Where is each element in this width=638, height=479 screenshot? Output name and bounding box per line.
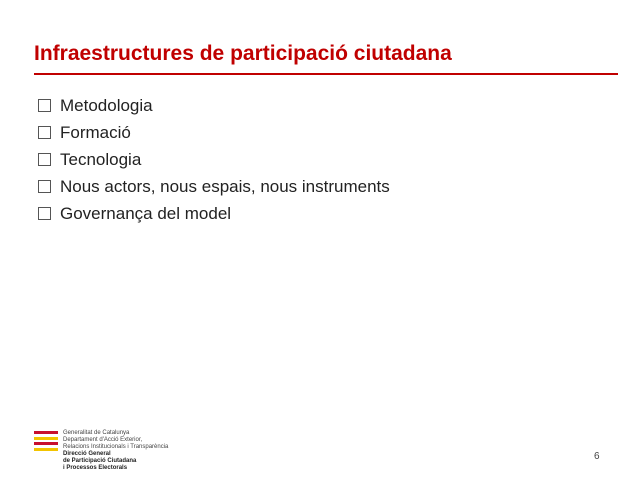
list-item-label: Nous actors, nous espais, nous instruments bbox=[60, 176, 390, 196]
bullet-list bbox=[38, 92, 390, 227]
list-item-label: Governança del model bbox=[60, 203, 232, 223]
org-line: i Processos Electorals bbox=[63, 465, 128, 471]
list-item bbox=[38, 146, 390, 173]
checkbox-icon bbox=[38, 207, 51, 220]
list-item bbox=[38, 119, 390, 146]
list-item-label: Tecnologia bbox=[60, 149, 142, 169]
slide-title: Infraestructures de participació ciutadana bbox=[34, 42, 452, 65]
org-line: de Participació Ciutadana bbox=[63, 458, 137, 464]
list-item bbox=[38, 92, 390, 119]
checkbox-icon bbox=[38, 153, 51, 166]
list-item bbox=[38, 200, 390, 227]
checkbox-icon bbox=[38, 126, 51, 139]
footer-branding bbox=[34, 430, 168, 472]
checkbox-icon bbox=[38, 99, 51, 112]
org-line: Direcció General bbox=[63, 451, 111, 457]
org-line: Relacions Institucionals i Transparència bbox=[63, 444, 169, 450]
org-line: Generalitat de Catalunya bbox=[63, 430, 130, 436]
list-item-label: Formació bbox=[60, 122, 131, 142]
list-item bbox=[38, 173, 390, 200]
generalitat-logo-icon bbox=[34, 431, 58, 451]
list-item-label: Metodologia bbox=[60, 95, 153, 115]
org-line: Departament d'Acció Exterior, bbox=[63, 437, 143, 443]
page-number: 6 bbox=[594, 451, 600, 462]
checkbox-icon bbox=[38, 180, 51, 193]
organization-name bbox=[63, 430, 168, 472]
title-underline bbox=[34, 73, 618, 75]
